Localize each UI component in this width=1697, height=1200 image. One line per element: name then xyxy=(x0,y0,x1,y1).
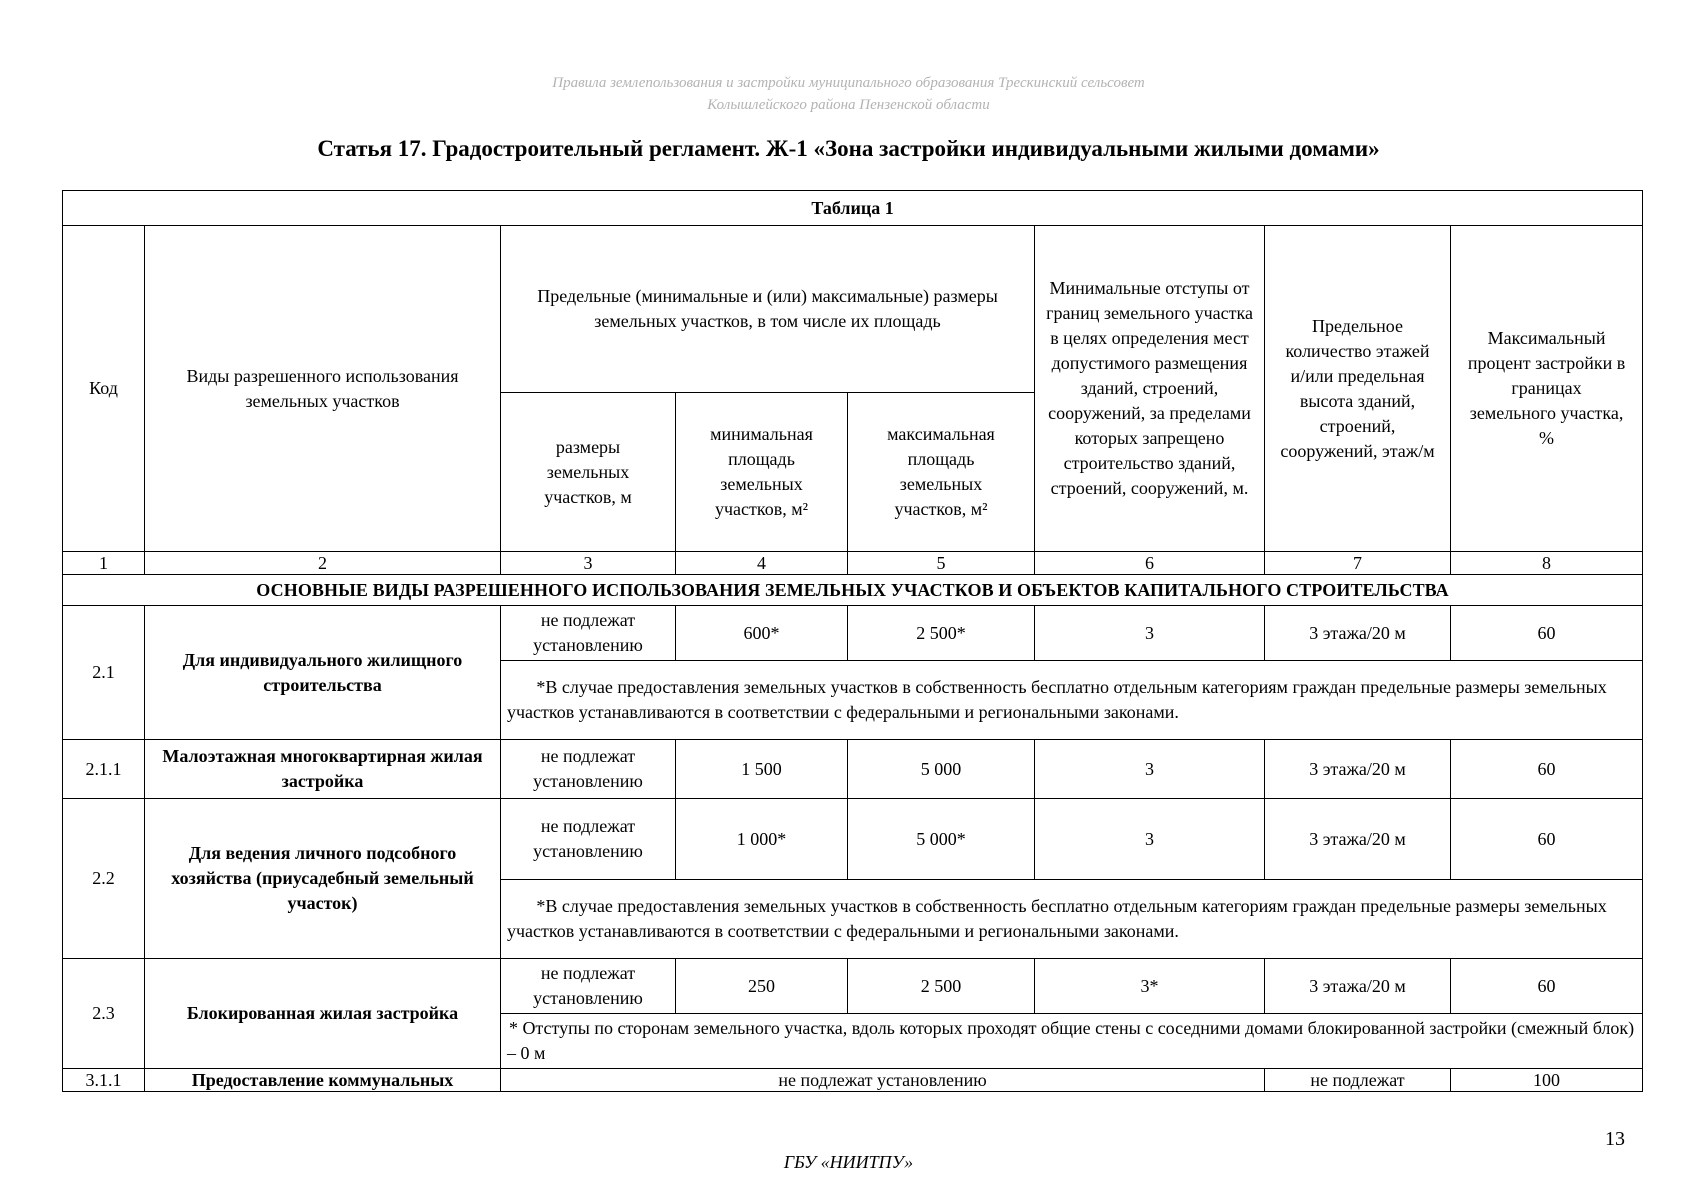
header-limit-sizes: Предельные (минимальные и (или) максимальные) размеры земельных участков, в том числе их площадь xyxy=(501,226,1035,393)
header-row-1 xyxy=(63,226,1643,393)
header-use-types: Виды разрешенного использования земельных участков xyxy=(145,226,501,552)
row-name: Предоставление коммунальных xyxy=(145,1069,501,1092)
row-max-area: 5 000 xyxy=(848,740,1035,799)
header-max-area: максимальная площадь земельных участков, м² xyxy=(848,393,1035,552)
row-setback: 3 xyxy=(1035,606,1265,661)
row-merged-values: не подлежат установлению xyxy=(501,1069,1265,1092)
table-label-row xyxy=(63,191,1643,226)
row-min-area: 600* xyxy=(676,606,848,661)
regulation-table xyxy=(62,190,1643,1092)
row-name: Блокированная жилая застройка xyxy=(145,959,501,1069)
row-code: 2.1 xyxy=(63,606,145,740)
row-max-area: 2 500* xyxy=(848,606,1035,661)
row-sizes: не подлежат установлению xyxy=(501,959,676,1014)
row-note: * Отступы по сторонам земельного участка, вдоль которых проходят общие стены с соседними домами блокированной застройки (смежный блок) – 0 м xyxy=(501,1014,1643,1069)
row-coverage: 60 xyxy=(1451,959,1643,1014)
row-code: 2.3 xyxy=(63,959,145,1069)
header-setbacks: Минимальные отступы от границ земельного участка в целях определения мест допустимого размещения зданий, строений, сооружений, за пределами которых запрещено строительство зданий, строений, сооружений, м. xyxy=(1035,226,1265,552)
header-code: Код xyxy=(63,226,145,552)
row-setback: 3 xyxy=(1035,799,1265,880)
row-max-area: 5 000* xyxy=(848,799,1035,880)
row-coverage: 60 xyxy=(1451,606,1643,661)
header-floors: Предельное количество этажей и/или предельная высота зданий, строений, сооружений, этаж/м xyxy=(1265,226,1451,552)
row-floors: не подлежат xyxy=(1265,1069,1451,1092)
row-coverage: 60 xyxy=(1451,740,1643,799)
row-floors: 3 этажа/20 м xyxy=(1265,959,1451,1014)
row-sizes: не подлежат установлению xyxy=(501,799,676,880)
row-coverage: 60 xyxy=(1451,799,1643,880)
row-name: Для ведения личного подсобного хозяйства (приусадебный земельный участок) xyxy=(145,799,501,959)
row-name: Малоэтажная многоквартирная жилая застройка xyxy=(145,740,501,799)
column-number: 3 xyxy=(501,552,676,575)
row-note: *В случае предоставления земельных участков в собственность бесплатно отдельным категориям граждан предельные размеры земельных участков устанавливаются в соответствии с федеральными и региональными законами. xyxy=(501,661,1643,740)
row-setback: 3 xyxy=(1035,740,1265,799)
table-row xyxy=(63,799,1643,880)
column-number: 7 xyxy=(1265,552,1451,575)
row-note: *В случае предоставления земельных участков в собственность бесплатно отдельным категориям граждан предельные размеры земельных участков устанавливаются в соответствии с федеральными и региональными законами. xyxy=(501,880,1643,959)
row-min-area: 1 500 xyxy=(676,740,848,799)
table-row xyxy=(63,959,1643,1014)
table-row xyxy=(63,1069,1643,1092)
row-code: 2.2 xyxy=(63,799,145,959)
header-coverage: Максимальный процент застройки в границах земельного участка, % xyxy=(1451,226,1643,552)
row-floors: 3 этажа/20 м xyxy=(1265,799,1451,880)
row-min-area: 1 000* xyxy=(676,799,848,880)
header-min-area: минимальная площадь земельных участков, м² xyxy=(676,393,848,552)
section-row xyxy=(63,575,1643,606)
table-label: Таблица 1 xyxy=(63,191,1643,226)
row-min-area: 250 xyxy=(676,959,848,1014)
row-floors: 3 этажа/20 м xyxy=(1265,606,1451,661)
header-sizes: размеры земельных участков, м xyxy=(501,393,676,552)
row-sizes: не подлежат установлению xyxy=(501,606,676,661)
column-number: 4 xyxy=(676,552,848,575)
row-sizes: не подлежат установлению xyxy=(501,740,676,799)
table-row xyxy=(63,606,1643,661)
row-coverage: 100 xyxy=(1451,1069,1643,1092)
table-row xyxy=(63,740,1643,799)
row-name: Для индивидуального жилищного строительства xyxy=(145,606,501,740)
page-footer: ГБУ «НИИТПУ» xyxy=(783,1152,914,1172)
column-number: 5 xyxy=(848,552,1035,575)
column-number: 8 xyxy=(1451,552,1643,575)
page-number: 13 xyxy=(1605,1128,1625,1150)
header-line-2: Колышлейского района Пензенской области xyxy=(707,97,990,113)
row-code: 2.1.1 xyxy=(63,740,145,799)
column-number: 6 xyxy=(1035,552,1265,575)
row-setback: 3* xyxy=(1035,959,1265,1014)
row-floors: 3 этажа/20 м xyxy=(1265,740,1451,799)
column-numbers-row xyxy=(63,552,1643,575)
column-number: 2 xyxy=(145,552,501,575)
article-title: Статья 17. Градостроительный регламент. Ж-1 «Зона застройки индивидуальными жилыми домами» xyxy=(317,136,1380,161)
column-number: 1 xyxy=(63,552,145,575)
page-header xyxy=(0,72,1697,116)
header-line-1: Правила землепользования и застройки муниципального образования Трескинский сельсовет xyxy=(552,75,1145,91)
section-title: ОСНОВНЫЕ ВИДЫ РАЗРЕШЕННОГО ИСПОЛЬЗОВАНИЯ ЗЕМЕЛЬНЫХ УЧАСТКОВ И ОБЪЕКТОВ КАПИТАЛЬНОГО СТРОИТЕЛЬСТВА xyxy=(63,575,1643,606)
row-max-area: 2 500 xyxy=(848,959,1035,1014)
row-code: 3.1.1 xyxy=(63,1069,145,1092)
